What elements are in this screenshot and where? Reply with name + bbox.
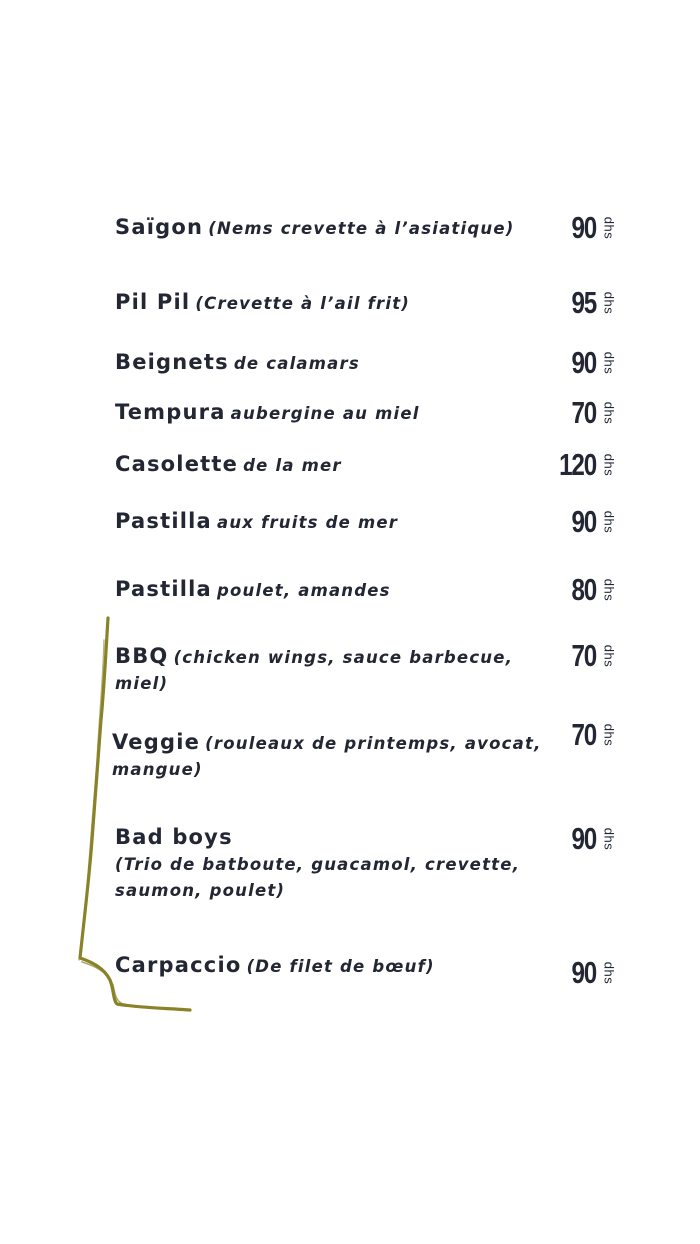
currency-label: dhs (601, 453, 617, 477)
currency-label: dhs (601, 510, 617, 534)
item-name: Tempura (115, 400, 226, 424)
item-name: BBQ (115, 644, 169, 668)
item-description: (rouleaux de printemps, avocat, mangue) (112, 734, 542, 779)
item-price: 90 (571, 345, 596, 380)
menu-item (115, 508, 545, 536)
item-name: Pil Pil (115, 290, 191, 314)
item-description: (Trio de batboute, guacamol, crevette, saumon, poulet) (115, 855, 521, 900)
item-price: 90 (571, 210, 596, 245)
item-name: Pastilla (115, 509, 212, 533)
item-name: Casolette (115, 452, 239, 476)
item-description: (De filet de bœuf) (246, 957, 435, 976)
item-description: de la mer (243, 456, 342, 475)
item-description: de calamars (233, 354, 360, 373)
menu-item (112, 729, 542, 783)
currency-label: dhs (601, 216, 617, 240)
item-price: 90 (571, 504, 596, 539)
item-price: 90 (571, 821, 596, 856)
item-name: Veggie (112, 730, 201, 754)
menu-item (115, 451, 545, 479)
item-price: 90 (571, 955, 596, 990)
item-description: (Crevette à l’ail frit) (195, 294, 411, 313)
menu-item (115, 576, 545, 604)
item-name: Pastilla (115, 577, 212, 601)
currency-label: dhs (601, 291, 617, 315)
currency-label: dhs (601, 401, 617, 425)
item-price: 120 (559, 447, 596, 482)
item-price: 95 (571, 285, 596, 320)
item-name: Saïgon (115, 215, 204, 239)
item-price: 70 (571, 717, 596, 752)
currency-label: dhs (601, 578, 617, 602)
item-description: aux fruits de mer (217, 513, 399, 532)
currency-label: dhs (601, 723, 617, 747)
menu-item (115, 214, 545, 242)
currency-label: dhs (601, 827, 617, 851)
item-name: Bad boys (115, 825, 233, 849)
currency-label: dhs (601, 644, 617, 668)
item-price: 70 (571, 395, 596, 430)
menu-item (115, 349, 545, 377)
currency-label: dhs (601, 351, 617, 375)
item-description: (Nems crevette à l’asiatique) (208, 219, 515, 238)
currency-label: dhs (601, 961, 617, 985)
item-price: 70 (571, 638, 596, 673)
menu-item (115, 399, 545, 427)
item-description: poulet, amandes (217, 581, 391, 600)
menu-item (115, 643, 545, 697)
item-name: Carpaccio (115, 953, 242, 977)
item-price: 80 (571, 572, 596, 607)
item-name: Beignets (115, 350, 229, 374)
item-description: (chicken wings, sauce barbecue, miel) (115, 648, 514, 693)
menu-item (115, 952, 545, 980)
item-description: aubergine au miel (230, 404, 420, 423)
menu-item (115, 824, 545, 904)
menu-item (115, 289, 545, 317)
